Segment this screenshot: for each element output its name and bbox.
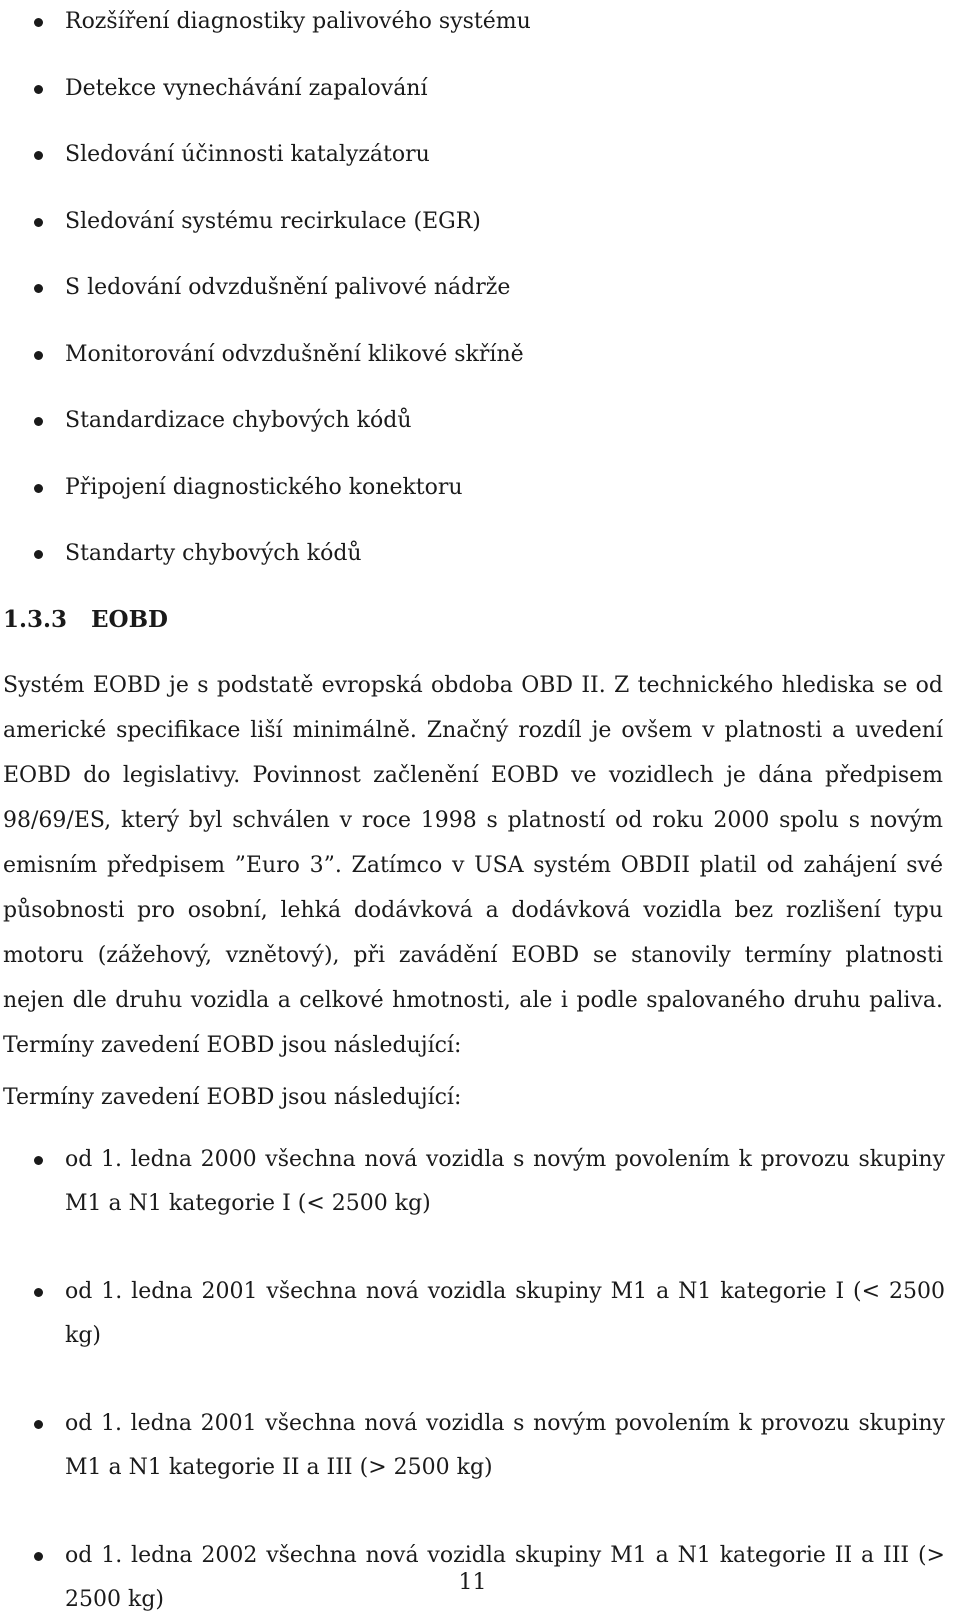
bullet-icon [34,218,43,227]
bullet-icon [34,484,43,493]
bullet-icon [34,1288,43,1297]
list-item [0,399,960,466]
bullet-icon [34,1420,43,1429]
section-title: EOBD [91,606,168,633]
list-item [0,1138,945,1226]
list-item [0,133,960,200]
list-item [0,266,960,333]
list-item-text: Rozšíření diagnostiky palivového systému [65,9,531,34]
list-item-text: od 1. ledna 2000 všechna nová vozidla s novým povolením k provozu skupiny M1 a N1 kategorie I (< 2500 kg) [65,1147,945,1216]
list-item-text: Detekce vynechávání zapalování [65,75,428,101]
list-item-text: Sledování systému recirkulace (EGR) [65,208,481,234]
section-number: 1.3.3 [3,606,68,633]
list-item [0,333,960,400]
list-intro: Termíny zavedení EOBD jsou následující: [3,1085,462,1110]
list-item [0,200,960,267]
list-item-text: Standardizace chybových kódů [65,408,412,433]
list-item-text: od 1. ledna 2002 všechna nová vozidla skupiny M1 a N1 kategorie II a III (> 2500 kg) [65,1543,945,1612]
list-item [0,532,960,599]
bullet-icon [34,417,43,426]
list-item [0,0,960,67]
list-item-text: Sledování účinnosti katalyzátoru [65,142,430,167]
list-item [0,67,960,134]
list-item [0,1402,945,1490]
list-item [0,1270,945,1358]
bullet-icon [34,1156,43,1165]
section-heading [3,605,168,635]
list-item-text: Připojení diagnostického konektoru [65,474,463,500]
requirements-list [0,0,960,599]
list-item-text: od 1. ledna 2001 všechna nová vozidla s novým povolením k provozu skupiny M1 a N1 kategorie II a III (> 2500 kg) [65,1411,945,1480]
bullet-icon [34,351,43,360]
page-number: 11 [458,1570,487,1595]
list-item-text: S ledování odvzdušnění palivové nádrže [65,275,511,300]
bullet-icon [34,18,43,27]
bullet-icon [34,550,43,559]
bullet-icon [34,151,43,160]
bullet-icon [34,85,43,94]
bullet-icon [34,284,43,293]
list-item-text: Monitorování odvzdušnění klikové skříně [65,341,524,367]
list-item-text: od 1. ledna 2001 všechna nová vozidla skupiny M1 a N1 kategorie I (< 2500 kg) [65,1279,945,1348]
bullet-icon [34,1552,43,1561]
list-item-text: Standarty chybových kódů [65,541,362,566]
deadlines-list [0,1138,945,1622]
body-paragraph: Systém EOBD je s podstatě evropská obdoba OBD II. Z technického hlediska se od americké specifikace liší minimálně. Značný rozdíl je ovšem v platnosti a uvedení EOBD do legislativy. Povinnost začlenění EOBD ve vozidlech je dána předpisem 98/69/ES, který byl schválen v roce 1998 s platností od roku 2000 spolu s novým emisním předpisem ”Euro 3”. Zatímco v USA systém OBDII platil od zahájení své působnosti pro osobní, lehká dodávková a dodávková vozidla bez rozlišení typu motoru (zážehový, vznětový), při zavádění EOBD se stanovily termíny platnosti nejen dle druhu vozidla a celkové hmotnosti, ale i podle spalovaného druhu paliva. Termíny zavedení EOBD jsou následující: [3,673,943,1058]
list-item [0,466,960,533]
